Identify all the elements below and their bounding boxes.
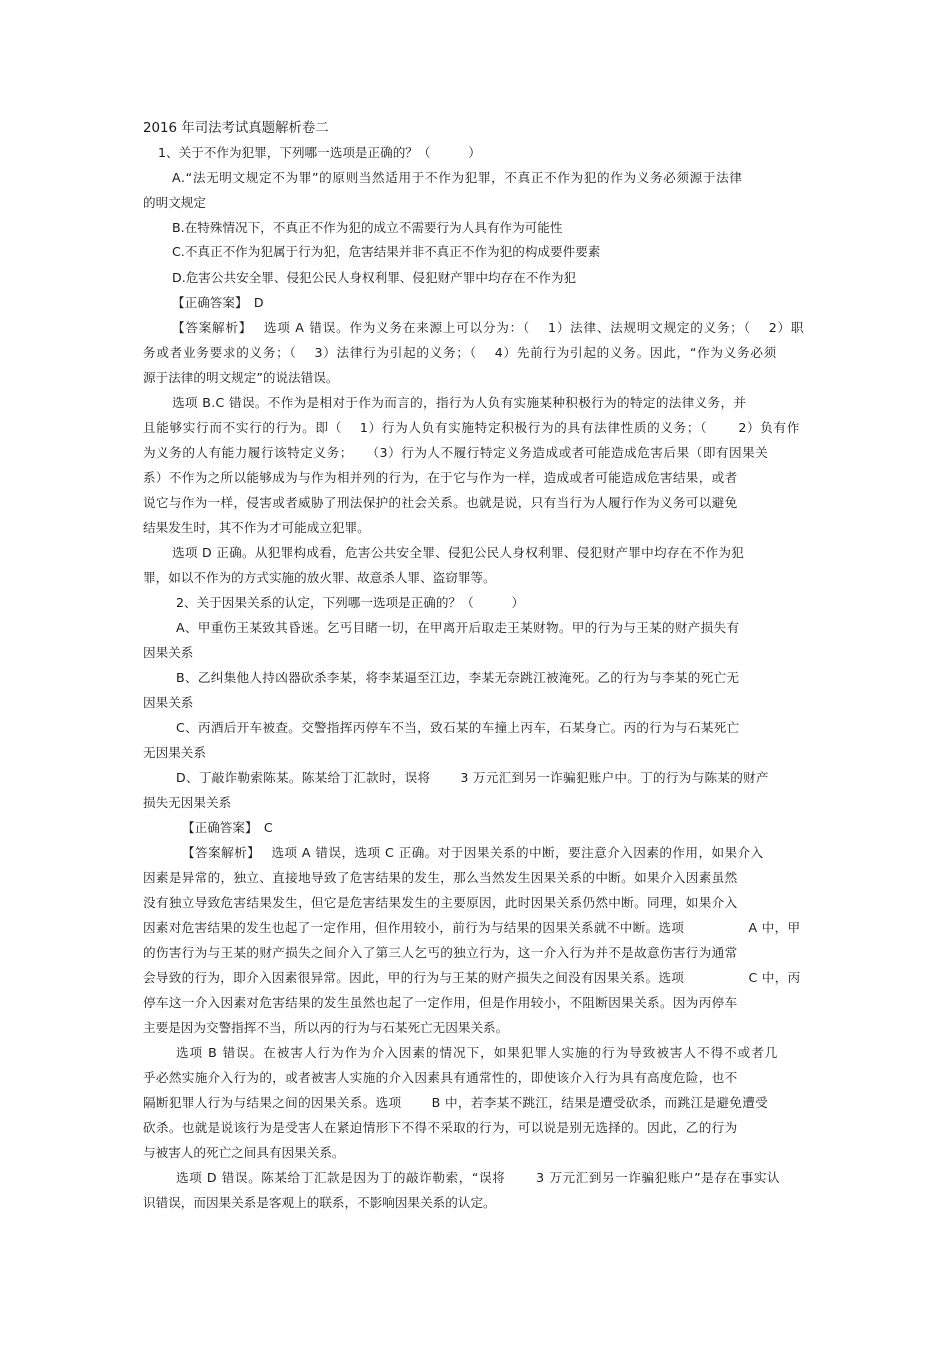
text-line: 2、关于因果关系的认定，下列哪一选项是正确的？（ ） <box>176 595 525 610</box>
text-line: 【答案解析】 选项 A 错误。作为义务在来源上可以分为：（ 1）法律、法规明文规定的义务；（ 2）职 <box>172 320 805 335</box>
text-line: 乎必然实施介入行为的，或者被害人实施的介入因素具有通常性的，即使该介入行为具有高度危险，也不 <box>143 1070 738 1085</box>
text-line: 会导致的行为，即介入因素很异常。因此，甲的行为与王某的财产损失之间没有因果关系。选项 C 中，丙 <box>143 970 801 985</box>
text-line: D、丁敲诈勒索陈某。陈某给丁汇款时，误将 3 万元汇到另一诈骗犯账户中。丁的行为与陈某的财产 <box>176 770 769 785</box>
text-line: 为义务的人有能力履行该特定义务； （3）行为人不履行特定义务造成或者可能造成危害后果（即有因果关 <box>143 445 769 460</box>
text-line: A.“法无明文规定不为罪”的原则当然适用于不作为犯罪，不真正不作为犯的作为义务必须源于法律 <box>172 170 743 185</box>
text-line: 隔断犯罪人行为与结果之间的因果关系。选项 B 中，若李某不跳江，结果是遭受砍杀，而跳江是避免遭受 <box>143 1095 769 1110</box>
text-line: 砍杀。也就是说该行为是受害人在紧迫情形下不得不采取的行为，可以说是别无选择的。因此，乙的行为 <box>143 1120 738 1135</box>
text-line: 主要是因为交警指挥不当，所以丙的行为与石某死亡无因果关系。 <box>143 1020 509 1035</box>
text-line: A、甲重伤王某致其昏迷。乞丐目睹一切，在甲离开后取走王某财物。甲的行为与王某的财产损失有 <box>176 620 740 635</box>
text-line: 选项 B.C 错误。不作为是相对于作为而言的，指行为人负有实施某种积极行为的特定的法律义务，并 <box>172 395 747 410</box>
text-line: 1、关于不作为犯罪，下列哪一选项是正确的？（ ） <box>158 145 481 160</box>
text-line: 识错误，而因果关系是客观上的联系，不影响因果关系的认定。 <box>143 1195 496 1210</box>
text-line: 损失无因果关系 <box>143 795 232 810</box>
text-line: C.不真正不作为犯属于行为犯，危害结果并非不真正不作为犯的构成要件要素 <box>172 244 601 259</box>
text-line: 【正确答案】 C <box>182 820 273 835</box>
text-line: 【正确答案】 D <box>172 295 264 310</box>
text-line: 与被害人的死亡之间具有因果关系。 <box>143 1145 345 1160</box>
document-title: 2016 年司法考试真题解析卷二 <box>143 121 329 136</box>
text-line: B.在特殊情况下，不真正不作为犯的成立不需要行为人具有作为可能性 <box>172 220 563 235</box>
text-line: 罪，如以不作为的方式实施的放火罪、故意杀人罪、盗窃罪等。 <box>143 570 496 585</box>
text-line: 的明文规定 <box>143 195 206 210</box>
text-line: 因果关系 <box>143 695 194 710</box>
text-line: 停车这一介入因素对危害结果的发生虽然也起了一定作用，但是作用较小，不阻断因果关系。因为丙停车 <box>143 995 738 1010</box>
text-line: 说它与作为一样，侵害或者威胁了刑法保护的社会关系。也就是说，只有当行为人履行作为义务可以避免 <box>143 495 738 510</box>
text-line: 因素是异常的，独立、直接地导致了危害结果的发生，那么当然发生因果关系的中断。如果介入因素虽然 <box>143 870 738 885</box>
text-line: 务或者业务要求的义务；（ 3）法律行为引起的义务；（ 4）先前行为引起的义务。因此，“作为义务必须 <box>143 345 777 360</box>
text-line: 且能够实行而不实行的行为。即（ 1）行为人负有实施特定积极行为的具有法律性质的义务；（ 2）负有作 <box>143 420 801 435</box>
text-line: B、乙纠集他人持凶器砍杀李某，将李某逼至江边，李某无奈跳江被淹死。乙的行为与李某的死亡无 <box>176 670 740 685</box>
text-line: 无因果关系 <box>143 745 206 760</box>
text-line: 选项 B 错误。在被害人行为作为介入因素的情况下，如果犯罪人实施的行为导致被害人不得不或者几 <box>176 1045 779 1060</box>
text-line: 结果发生时，其不作为才可能成立犯罪。 <box>143 520 370 535</box>
text-line: 源于法律的明文规定”的说法错误。 <box>143 370 339 385</box>
text-line: 系）不作为之所以能够成为与作为相并列的行为，在于它与作为一样，造成或者可能造成危害结果，或者 <box>143 470 738 485</box>
text-line: 【答案解析】 选项 A 错误，选项 C 正确。对于因果关系的中断，要注意介入因素的作用，如果介入 <box>182 845 764 860</box>
text-line: 的伤害行为与王某的财产损失之间介入了第三人乞丐的独立行为，这一介入行为并不是故意伤害行为通常 <box>143 945 738 960</box>
text-line: 因果关系 <box>143 645 194 660</box>
text-line: D.危害公共安全罪、侵犯公民人身权利罪、侵犯财产罪中均存在不作为犯 <box>172 270 577 285</box>
text-line: 因素对危害结果的发生也起了一定作用，但作用较小，前行为与结果的因果关系就不中断。选项 A 中，甲 <box>143 920 801 935</box>
text-line: 没有独立导致危害结果发生，但它是危害结果发生的主要原因，此时因果关系仍然中断。同理，如果介入 <box>143 895 738 910</box>
text-line: 选项 D 正确。从犯罪构成看，危害公共安全罪、侵犯公民人身权利罪、侵犯财产罪中均存在不作为犯 <box>172 545 745 560</box>
text-line: 选项 D 错误。陈某给丁汇款是因为丁的敲诈勒索，“误将 3 万元汇到另一诈骗犯账户”是存在事实认 <box>176 1170 781 1185</box>
text-line: C、丙酒后开车被查。交警指挥丙停车不当，致石某的车撞上丙车，石某身亡。丙的行为与石某死亡 <box>176 720 740 735</box>
